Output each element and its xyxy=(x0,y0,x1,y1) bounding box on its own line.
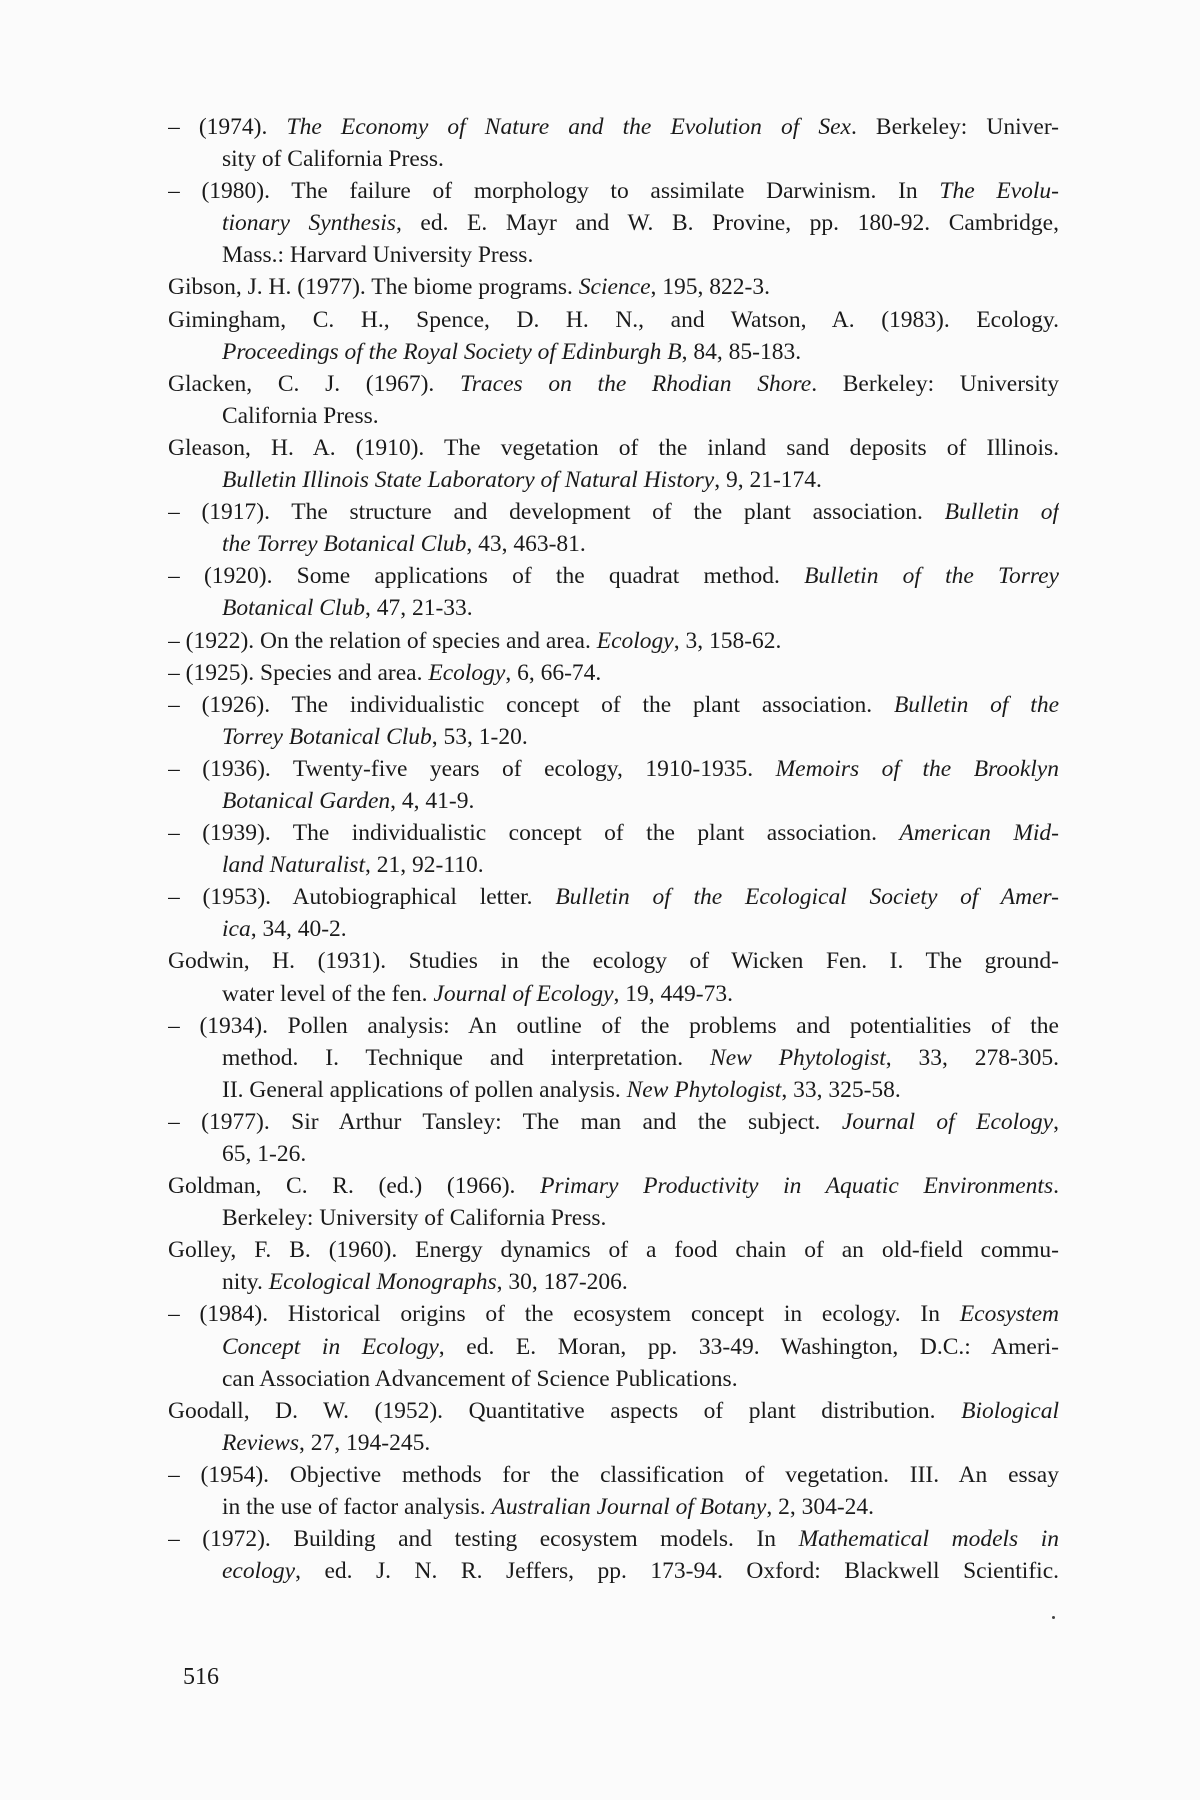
reference-text: , 6, 66-74. xyxy=(505,659,602,686)
reference-text: Mass.: Harvard University Press. xyxy=(222,242,534,269)
reference-line xyxy=(168,978,1059,1010)
reference-line xyxy=(168,207,1059,239)
reference-text: – (1984). Historical origins of the ecosystem concept in ecology. In xyxy=(168,1301,960,1328)
speck-mark xyxy=(1052,1616,1055,1619)
reference-line xyxy=(168,817,1059,849)
reference-text: – (1920). Some applications of the quadrat method. xyxy=(168,563,805,590)
reference-italic-title: The Economy of Nature and the Evolution of Sex xyxy=(286,114,851,140)
reference-text: – (1926). The individualistic concept of the plant association. xyxy=(168,691,894,718)
reference-line xyxy=(168,1331,1059,1363)
reference-line xyxy=(168,1459,1059,1491)
reference-text: Berkeley: University of California Press. xyxy=(222,1205,607,1232)
reference-text: – (1917). The structure and development of the plant association. xyxy=(168,499,945,526)
reference-text: , xyxy=(1053,1108,1059,1135)
reference-line xyxy=(168,175,1059,207)
reference-text: Gibson, J. H. (1977). The biome programs. xyxy=(168,274,579,301)
reference-entry xyxy=(168,625,1059,657)
reference-text: California Press. xyxy=(222,402,379,429)
reference-italic-title: Journal of Ecology xyxy=(433,980,614,1007)
reference-entry xyxy=(168,432,1059,496)
reference-text: , 27, 194-245. xyxy=(299,1429,431,1456)
reference-entry xyxy=(168,175,1059,271)
reference-text: Goldman, C. R. (ed.) (1966). xyxy=(168,1173,541,1200)
reference-text: – (1934). Pollen analysis: An outline of the problems and potentialities of the xyxy=(168,1012,1059,1039)
reference-text: can Association Advancement of Science Publications. xyxy=(222,1365,738,1392)
reference-text: – (1977). Sir Arthur Tansley: The man and the subject. xyxy=(168,1108,842,1135)
page-number: 516 xyxy=(183,1664,219,1690)
reference-line xyxy=(168,464,1059,496)
reference-italic-title: Memoirs of the Brooklyn xyxy=(775,755,1059,782)
reference-text: – (1972). Building and testing ecosystem models. In xyxy=(168,1526,799,1553)
reference-text: , 19, 449-73. xyxy=(613,980,733,1007)
reference-line xyxy=(168,1170,1059,1202)
reference-entry xyxy=(168,560,1059,624)
reference-text: Godwin, H. (1931). Studies in the ecology of Wicken Fen. I. The ground- xyxy=(168,948,1059,975)
reference-line xyxy=(168,657,1059,689)
reference-entry xyxy=(168,1523,1059,1587)
reference-entry xyxy=(168,304,1059,368)
reference-line xyxy=(168,881,1059,913)
reference-line xyxy=(168,849,1059,881)
reference-text: water level of the fen. xyxy=(222,980,434,1007)
reference-text: , 9, 21-174. xyxy=(714,467,822,494)
reference-line xyxy=(168,1106,1059,1138)
reference-entry xyxy=(168,1459,1059,1523)
reference-text: . Berkeley: Univer- xyxy=(850,114,1059,140)
reference-italic-title: Primary Productivity in Aquatic Environments xyxy=(540,1173,1054,1200)
reference-entry xyxy=(168,1106,1059,1170)
reference-line xyxy=(168,432,1059,464)
reference-entry xyxy=(168,657,1059,689)
reference-italic-title: Botanical Garden xyxy=(222,787,391,814)
reference-text: , 33, 325-58. xyxy=(781,1076,901,1103)
reference-text: Goodall, D. W. (1952). Quantitative aspects of plant distribution. xyxy=(168,1397,962,1424)
reference-text: , 4, 41-9. xyxy=(390,787,475,814)
reference-line xyxy=(168,625,1059,657)
reference-text: Glacken, C. J. (1967). xyxy=(168,370,460,397)
reference-italic-title: Botanical Club xyxy=(222,595,365,622)
reference-line xyxy=(168,785,1059,817)
reference-text: , ed. J. N. R. Jeffers, pp. 173-94. Oxford: Blackwell Scientific. xyxy=(295,1558,1059,1585)
reference-italic-title: Mathematical models in xyxy=(798,1526,1059,1553)
reference-text: , 34, 40-2. xyxy=(250,916,347,943)
reference-text: – (1922). On the relation of species and area. xyxy=(168,627,597,654)
reference-entry xyxy=(168,1234,1059,1298)
reference-text: – (1939). The individualistic concept of the plant association. xyxy=(168,820,900,847)
reference-italic-title: Ecology xyxy=(596,627,674,654)
reference-italic-title: ecology xyxy=(222,1558,296,1585)
reference-text: 65, 1-26. xyxy=(222,1141,307,1167)
reference-italic-title: Science xyxy=(578,274,651,301)
reference-text: Gimingham, C. H., Spence, D. H. N., and Watson, A. (1983). Ecology. xyxy=(168,306,1059,333)
reference-italic-title: Australian Journal of Botany xyxy=(491,1494,767,1521)
reference-text: method. I. Technique and interpretation. xyxy=(222,1044,711,1071)
reference-text: , 33, 278-305. xyxy=(885,1044,1059,1071)
reference-text: – (1980). The failure of morphology to assimilate Darwinism. In xyxy=(168,178,940,205)
reference-line xyxy=(168,1363,1059,1395)
reference-line xyxy=(168,111,1059,143)
reference-entry xyxy=(168,753,1059,817)
reference-text: , 84, 85-183. xyxy=(681,338,802,365)
reference-text: , 43, 463-81. xyxy=(466,531,586,558)
reference-line xyxy=(168,304,1059,336)
reference-line xyxy=(168,1298,1059,1330)
reference-text: , ed. E. Mayr and W. B. Provine, pp. 180-92. Cambridge, xyxy=(395,210,1059,237)
reference-text: . xyxy=(1053,1173,1059,1200)
reference-text: . Berkeley: University xyxy=(811,370,1059,397)
reference-italic-title: Ecological Monographs xyxy=(268,1269,497,1296)
reference-entry xyxy=(168,945,1059,1009)
reference-italic-title: land Naturalist xyxy=(222,852,365,879)
reference-line xyxy=(168,1523,1059,1555)
reference-text: – (1925). Species and area. xyxy=(168,659,429,686)
reference-line xyxy=(168,1138,1059,1170)
reference-text: , 21, 92-110. xyxy=(365,852,484,879)
reference-line xyxy=(168,496,1059,528)
reference-list xyxy=(168,111,1059,1587)
reference-text: , 30, 187-206. xyxy=(496,1269,628,1296)
reference-line xyxy=(168,271,1059,303)
reference-line xyxy=(168,592,1059,624)
reference-text: Golley, F. B. (1960). Energy dynamics of a food chain of an old-field commu- xyxy=(168,1237,1059,1264)
reference-italic-title: the Torrey Botanical Club xyxy=(222,531,467,558)
reference-line xyxy=(168,1266,1059,1298)
reference-italic-title: Proceedings of the Royal Society of Edinburgh B xyxy=(222,338,682,365)
reference-italic-title: Bulletin of the Torrey xyxy=(804,563,1059,590)
reference-text: – (1954). Objective methods for the classification of vegetation. III. An essay xyxy=(168,1461,1059,1488)
reference-italic-title: Bulletin of the Ecological Society of Amer- xyxy=(555,884,1059,911)
reference-entry xyxy=(168,496,1059,560)
reference-italic-title: Ecology xyxy=(428,659,506,686)
reference-line xyxy=(168,336,1059,368)
reference-line xyxy=(168,689,1059,721)
reference-entry xyxy=(168,1010,1059,1106)
reference-entry xyxy=(168,1170,1059,1234)
reference-text: , 195, 822-3. xyxy=(650,274,770,301)
reference-entry xyxy=(168,368,1059,432)
reference-line xyxy=(168,143,1059,175)
reference-text: II. General applications of pollen analysis. xyxy=(222,1076,627,1103)
reference-italic-title: Biological xyxy=(961,1397,1059,1424)
reference-text: nity. xyxy=(222,1269,269,1296)
reference-text: , 2, 304-24. xyxy=(766,1494,875,1521)
reference-line xyxy=(168,400,1059,432)
reference-entry xyxy=(168,271,1059,303)
reference-text: – (1974). xyxy=(168,114,287,140)
reference-italic-title: Journal of Ecology xyxy=(841,1108,1054,1135)
reference-line xyxy=(168,1395,1059,1427)
reference-line xyxy=(168,1491,1059,1523)
reference-line xyxy=(168,1427,1059,1459)
reference-italic-title: Ecosystem xyxy=(959,1301,1059,1328)
reference-italic-title: The Evolu- xyxy=(939,178,1059,205)
reference-text: , 47, 21-33. xyxy=(364,595,473,622)
reference-italic-title: Bulletin Illinois State Laboratory of Natural History xyxy=(222,467,715,494)
reference-text: , 3, 158-62. xyxy=(673,627,782,654)
reference-entry xyxy=(168,817,1059,881)
reference-entry xyxy=(168,689,1059,753)
reference-line xyxy=(168,528,1059,560)
reference-text: , ed. E. Moran, pp. 33-49. Washington, D.C.: Ameri- xyxy=(438,1333,1059,1360)
reference-line xyxy=(168,1234,1059,1266)
reference-line xyxy=(168,368,1059,400)
reference-italic-title: Concept in Ecology xyxy=(222,1333,439,1360)
reference-entry xyxy=(168,881,1059,945)
reference-line xyxy=(168,239,1059,271)
reference-entry xyxy=(168,1298,1059,1394)
reference-italic-title: ica xyxy=(222,916,251,943)
reference-line xyxy=(168,1010,1059,1042)
reference-italic-title: Bulletin of the xyxy=(893,691,1059,718)
reference-text: – (1936). Twenty-five years of ecology, 1910-1935. xyxy=(168,755,776,782)
reference-entry xyxy=(168,1395,1059,1459)
reference-line xyxy=(168,560,1059,592)
reference-line xyxy=(168,913,1059,945)
reference-italic-title: New Phytologist xyxy=(710,1044,886,1071)
reference-line xyxy=(168,1074,1059,1106)
reference-italic-title: American Mid- xyxy=(899,820,1059,847)
reference-italic-title: Reviews xyxy=(222,1429,299,1456)
reference-text: Gleason, H. A. (1910). The vegetation of the inland sand deposits of Illinois. xyxy=(168,434,1059,461)
reference-line xyxy=(168,1202,1059,1234)
reference-text: , 53, 1-20. xyxy=(431,723,528,750)
reference-italic-title: tionary Synthesis xyxy=(222,210,396,237)
reference-line xyxy=(168,721,1059,753)
reference-italic-title: Torrey Botanical Club xyxy=(222,723,432,750)
reference-text: – (1953). Autobiographical letter. xyxy=(168,884,556,911)
reference-italic-title: Bulletin of xyxy=(944,499,1059,526)
reference-italic-title: Traces on the Rhodian Shore xyxy=(460,370,812,397)
reference-entry xyxy=(168,111,1059,175)
reference-text: sity of California Press. xyxy=(222,146,444,173)
reference-line xyxy=(168,1042,1059,1074)
reference-line xyxy=(168,945,1059,977)
reference-text: in the use of factor analysis. xyxy=(222,1494,492,1521)
reference-italic-title: New Phytologist xyxy=(626,1076,782,1103)
reference-line xyxy=(168,1555,1059,1587)
reference-line xyxy=(168,753,1059,785)
